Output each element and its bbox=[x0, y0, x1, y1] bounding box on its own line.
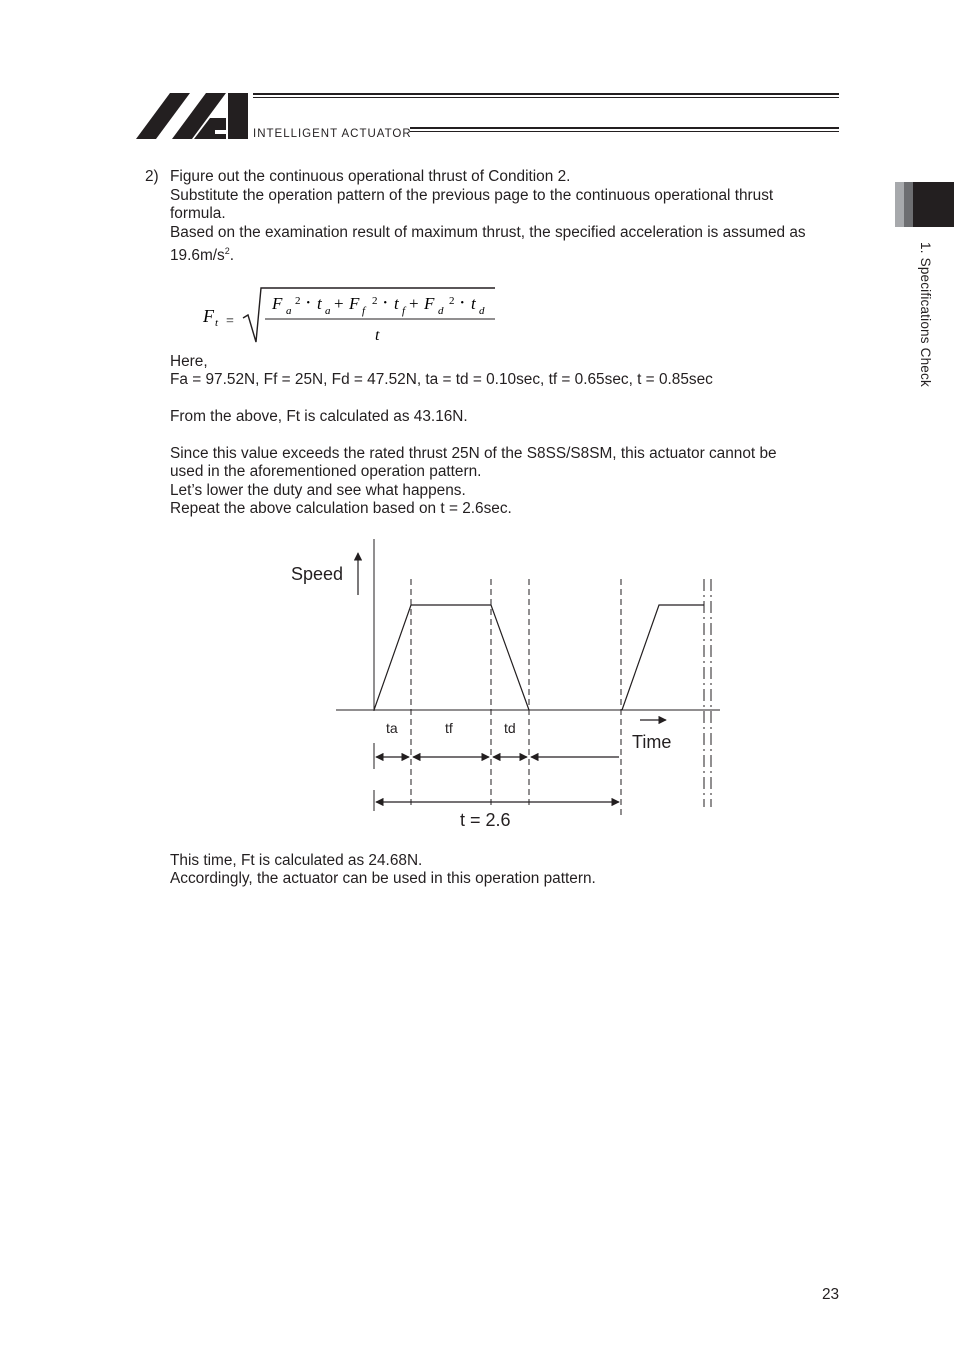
result-line-1: From the above, Ft is calculated as 43.16N. bbox=[170, 408, 468, 425]
formula-fd-sub: d bbox=[438, 305, 444, 317]
tf-label: tf bbox=[445, 720, 453, 736]
formula-lhs-sub: t bbox=[215, 317, 219, 329]
formula-td-sub: d bbox=[479, 305, 485, 317]
formula-equals: = bbox=[226, 314, 234, 329]
header-rule-top bbox=[253, 93, 839, 95]
chapter-tab bbox=[895, 182, 954, 227]
header-rule-top-2 bbox=[253, 97, 839, 98]
acceleration-exponent: 2 bbox=[224, 246, 230, 256]
formula-fa: F bbox=[272, 294, 283, 313]
formula-plus-2: + bbox=[409, 294, 419, 313]
conclusion-line-1: This time, Ft is calculated as 24.68N. bbox=[170, 852, 423, 869]
here-label: Here, bbox=[170, 353, 208, 370]
body-para3-line1: Since this value exceeds the rated thrust 25N of the S8SS/S8SM, this actuator cannot be bbox=[170, 445, 777, 462]
formula-ff-sub: f bbox=[362, 305, 366, 317]
speed-profile-trapezoid bbox=[374, 605, 529, 710]
formula-fd-sq: 2 bbox=[449, 295, 455, 307]
period-label: t = 2.6 bbox=[460, 810, 511, 830]
speed-time-diagram bbox=[280, 535, 730, 835]
body-line-3: formula. bbox=[170, 205, 226, 222]
chapter-tab-light bbox=[895, 182, 904, 227]
chapter-tab-mid bbox=[904, 182, 913, 227]
iai-logo-mark bbox=[136, 92, 248, 140]
header-rule-bottom bbox=[410, 127, 839, 129]
step-number: 2) bbox=[145, 168, 159, 185]
formula-tf-sub: f bbox=[402, 305, 406, 317]
ta-label: ta bbox=[386, 720, 398, 736]
formula-fa-sub: a bbox=[286, 305, 292, 317]
formula-fd: F bbox=[424, 294, 435, 313]
formula-ff-sq: 2 bbox=[372, 295, 378, 307]
formula-dot-1: ･ bbox=[305, 295, 312, 310]
formula-denominator: t bbox=[375, 327, 380, 344]
body-line-5 bbox=[170, 242, 234, 266]
company-logo bbox=[136, 92, 248, 145]
header-rule-bottom-2 bbox=[410, 131, 839, 132]
formula-fa-sq: 2 bbox=[295, 295, 301, 307]
conclusion-line-2: Accordingly, the actuator can be used in this operation pattern. bbox=[170, 870, 596, 887]
step-title: Figure out the continuous operational thrust of Condition 2. bbox=[170, 168, 571, 185]
speed-profile-next-cycle bbox=[622, 605, 704, 710]
brand-name: INTELLIGENT ACTUATOR bbox=[253, 128, 412, 140]
chapter-tab-dark bbox=[913, 182, 954, 227]
parameter-values: Fa = 97.52N, Ff = 25N, Fd = 47.52N, ta = td = 0.10sec, tf = 0.65sec, t = 0.85sec bbox=[170, 371, 713, 388]
speed-label: Speed bbox=[291, 564, 344, 584]
acceleration-value: 19.6m/s bbox=[170, 247, 225, 265]
page-number: 23 bbox=[822, 1286, 840, 1303]
body-para3-line3: Let’s lower the duty and see what happens. bbox=[170, 482, 466, 499]
formula-tf: t bbox=[394, 294, 399, 313]
body-line-2: Substitute the operation pattern of the previous page to the continuous operational thrust bbox=[170, 187, 774, 204]
body-para3-line4: Repeat the above calculation based on t = 2.6sec. bbox=[170, 500, 512, 517]
body-line-4: Based on the examination result of maximum thrust, the specified acceleration is assumed as bbox=[170, 224, 806, 241]
formula-lhs: F bbox=[203, 306, 214, 326]
formula-ff: F bbox=[349, 294, 360, 313]
formula-td: t bbox=[471, 294, 476, 313]
td-label: td bbox=[504, 720, 516, 736]
thrust-formula bbox=[195, 282, 505, 348]
formula-ta: t bbox=[317, 294, 322, 313]
time-label: Time bbox=[632, 732, 672, 752]
formula-dot-3: ･ bbox=[459, 295, 466, 310]
acceleration-period: . bbox=[229, 247, 235, 265]
formula-plus-1: + bbox=[334, 294, 344, 313]
body-para3-line2: used in the aforementioned operation pattern. bbox=[170, 463, 482, 480]
formula-dot-2: ･ bbox=[382, 295, 389, 310]
formula-ta-sub: a bbox=[325, 305, 331, 317]
chapter-label: 1. Specifications Check bbox=[918, 242, 933, 387]
